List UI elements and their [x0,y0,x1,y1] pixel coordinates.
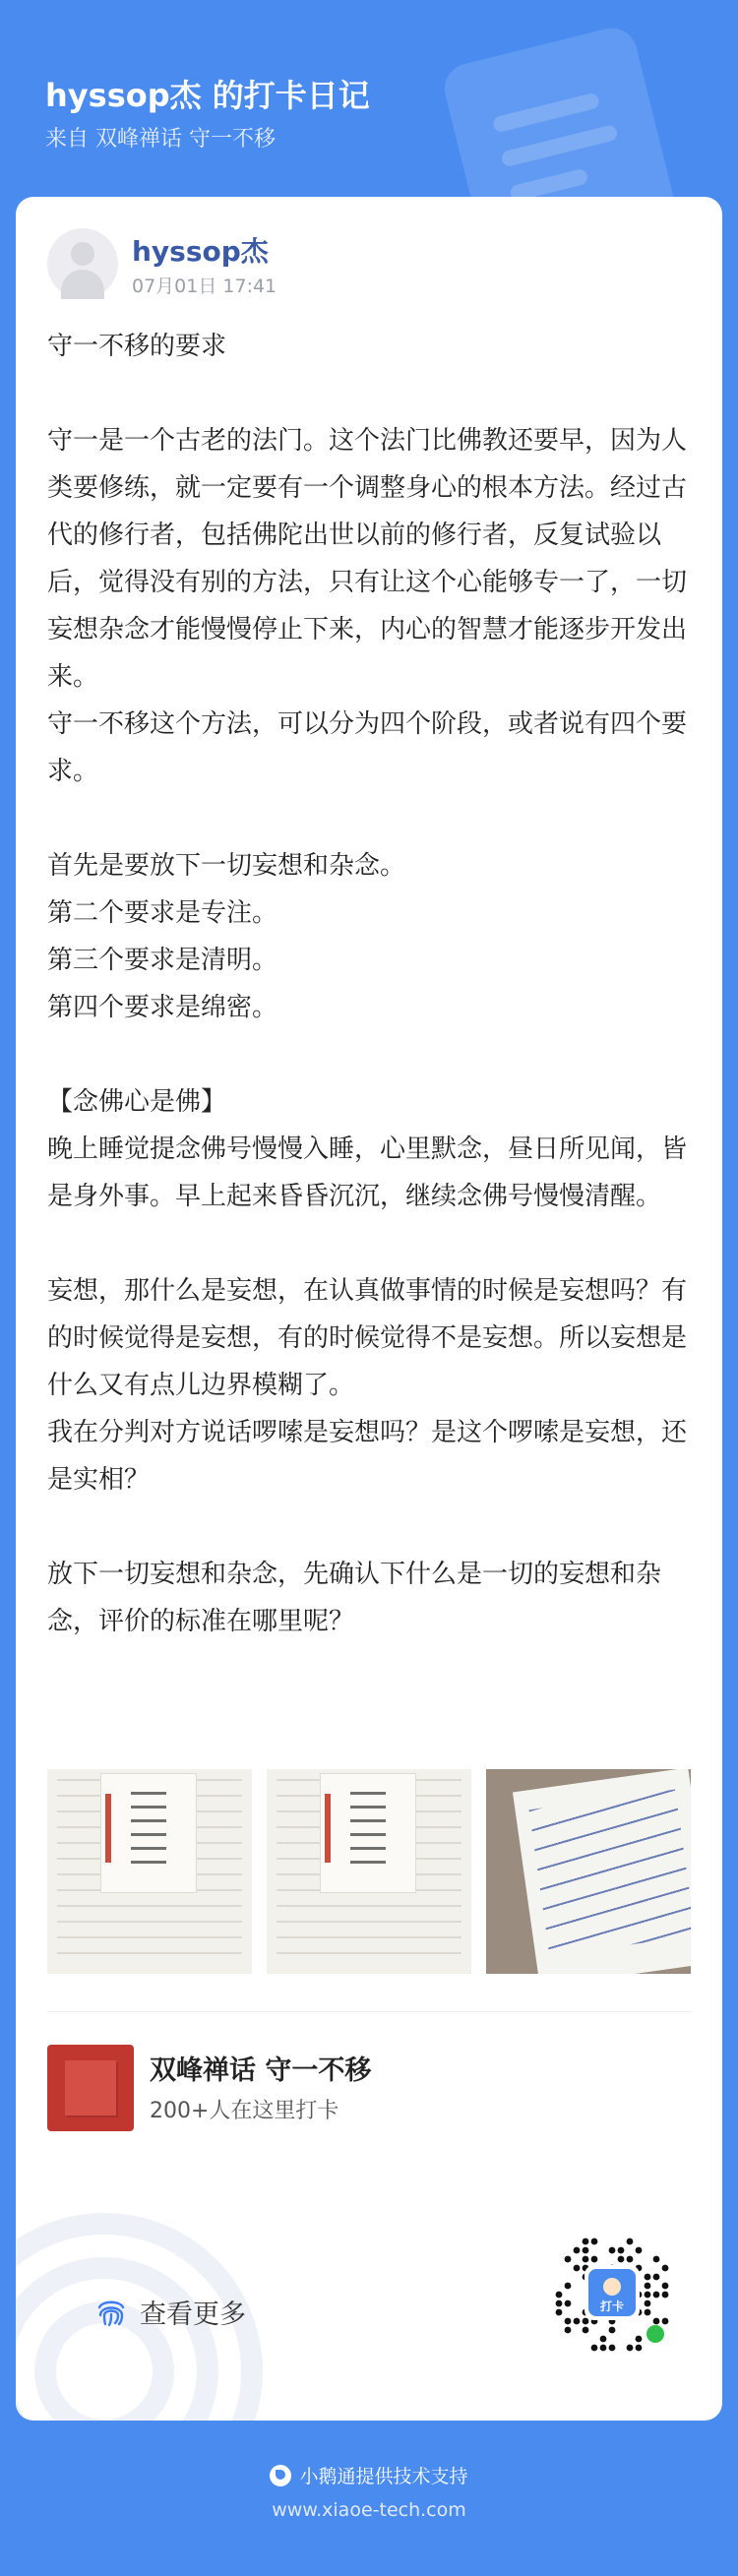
divider [47,2011,691,2012]
page-title: hyssop杰 的打卡日记 [45,77,370,114]
user-name[interactable]: hyssop杰 [132,235,269,268]
post-card [16,197,722,2421]
post-image-1[interactable] [47,1769,252,1974]
qr-badge-label: 打卡 [599,2300,625,2313]
view-more-label: 查看更多 [140,2300,246,2330]
footer-url[interactable]: www.xiaoe-tech.com [272,2499,466,2521]
avatar[interactable] [47,228,118,299]
group-cover-image[interactable] [47,2045,134,2131]
xiaoe-logo-icon [270,2465,291,2486]
page-subtitle: 来自 双峰禅话 守一不移 [45,127,276,152]
post-content: 守一不移的要求 守一是一个古老的法门。这个法门比佛教还要早，因为人类要修练，就一定要有一个调整身心的根本方法。经过古代的修行者，包括佛陀出世以前的修行者，反复试验以后，觉得没有别的方法，只有让这个心能够专一了，一切妄想杂念才能慢慢停止下来，内心的智慧才能逐步开发出来。 守一不移这个方法，可以分为四个阶段，或者说有四个要求。 首先是要放下一切妄想和杂念。 第二个要求是专注。 第三个要求是清明。 第四个要求是绵密。 【念佛心是佛】 晚上睡觉提念佛号慢慢入睡，心里默念，昼日所见闻，皆是身外事。早上起来昏昏沉沉，继续念佛号慢慢清醒。 妄想，那什么是妄想，在认真做事情的时候是妄想吗？有的时候觉得是妄想，有的时候觉得不是妄想。所以妄想是什么又有点儿边界模糊了。 我在分判对方说话啰嗦是妄想吗？是这个啰嗦是妄想，还是实相？ 放下一切妄想和杂念，先确认下什么是一切的妄想和杂念，评价的标准在哪里呢？ [47,332,688,1636]
fingerprint-icon [94,2296,128,2329]
view-more-button[interactable] [94,2293,246,2331]
footer-brand [0,2462,738,2488]
post-timestamp: 07月01日 17:41 [132,276,277,297]
footer-brand-text: 小鹅通提供技术支持 [299,2466,468,2487]
qr-code [549,2232,677,2360]
group-participant-count: 200+人在这里打卡 [150,2099,339,2123]
group-name[interactable]: 双峰禅话 守一不移 [150,2055,372,2086]
post-image-3[interactable] [486,1769,691,1974]
header [0,0,738,197]
post-image-2[interactable] [267,1769,471,1974]
